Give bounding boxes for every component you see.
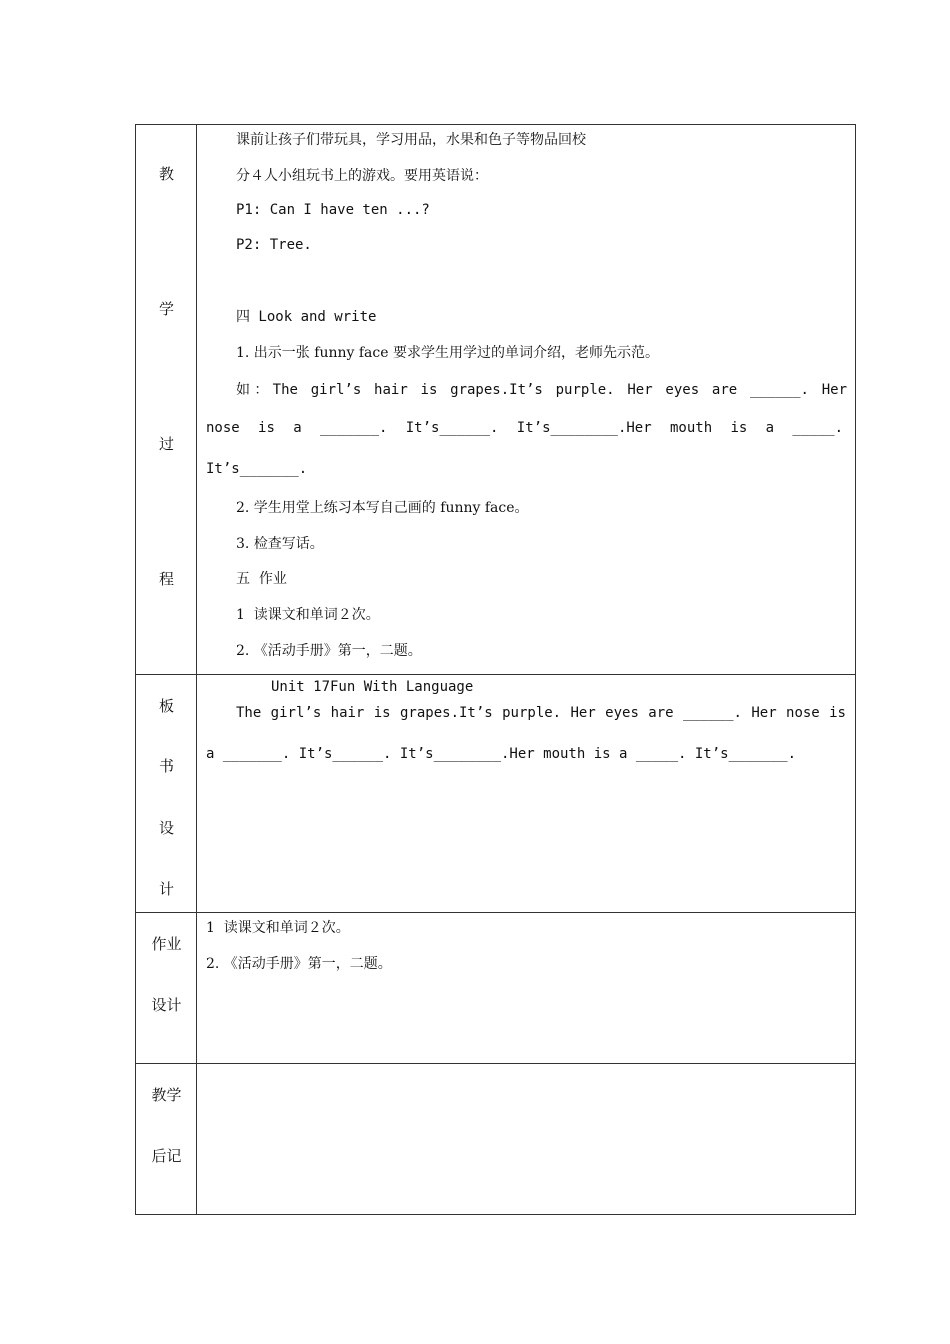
process-line: 2. 《活动手册》第一，二题。: [236, 643, 422, 659]
label-char: 过: [158, 435, 174, 453]
process-line: 1 读课文和单词２次。: [236, 607, 380, 623]
lesson-plan-table: [135, 124, 856, 1215]
homework-line: 1 读课文和单词２次。: [206, 920, 350, 936]
board-line: a _______. It’s______. It’s________.Her mouth is a _____. It’s_______.: [206, 746, 797, 762]
label-char: 板: [158, 697, 174, 715]
label-char: 教: [158, 165, 174, 183]
board-design-content: [197, 675, 855, 912]
label-text: 后记: [151, 1147, 182, 1165]
label-char: 程: [158, 570, 174, 588]
label-char: 计: [158, 880, 174, 898]
board-line: The girl’s hair is grapes.It’s purple. Her eyes are ______. Her nose is: [236, 705, 846, 721]
teaching-notes-label: [136, 1064, 197, 1214]
process-line: 分４人小组玩书上的游戏。要用英语说：: [236, 168, 488, 184]
section-heading: 四 Look and write: [236, 309, 377, 325]
label-text: 设计: [151, 996, 182, 1014]
process-line: 3. 检查写话。: [236, 536, 324, 552]
label-char: 书: [158, 757, 174, 775]
homework-design-label: [136, 913, 197, 1063]
homework-line: 2. 《活动手册》第一，二题。: [206, 956, 392, 972]
teaching-notes-row: [136, 1063, 855, 1214]
example-line: It’s_______.: [206, 461, 308, 477]
label-text: 教学: [151, 1086, 182, 1104]
process-line: P2: Tree.: [236, 237, 312, 253]
teaching-notes-content: [197, 1064, 855, 1214]
board-design-row: [136, 674, 855, 912]
example-line: 如：The girl’s hair is grapes.It’s purple. Her eyes are ______. Her: [236, 382, 847, 398]
board-title: Unit 17Fun With Language: [271, 679, 474, 695]
process-line: 1. 出示一张 funny face 要求学生用学过的单词介绍，老师先示范。: [236, 345, 659, 361]
process-line: 2. 学生用堂上练习本写自己画的 funny face。: [236, 500, 529, 516]
process-line: P1: Can I have ten ...?: [236, 202, 430, 218]
board-design-label: [136, 675, 197, 912]
teaching-process-label: [136, 125, 197, 674]
label-char: 设: [158, 819, 174, 837]
label-char: 学: [158, 300, 174, 318]
teaching-process-content: [197, 125, 855, 674]
example-line: nose is a _______. It’s______. It’s________.Her mouth is a _____.: [206, 420, 843, 436]
teaching-process-row: [136, 125, 855, 674]
process-line: 课前让孩子们带玩具，学习用品，水果和色子等物品回校: [236, 132, 586, 148]
label-text: 作业: [151, 935, 182, 953]
section-heading: 五 作业: [236, 571, 287, 587]
homework-design-row: [136, 912, 855, 1063]
homework-design-content: [197, 913, 855, 1063]
